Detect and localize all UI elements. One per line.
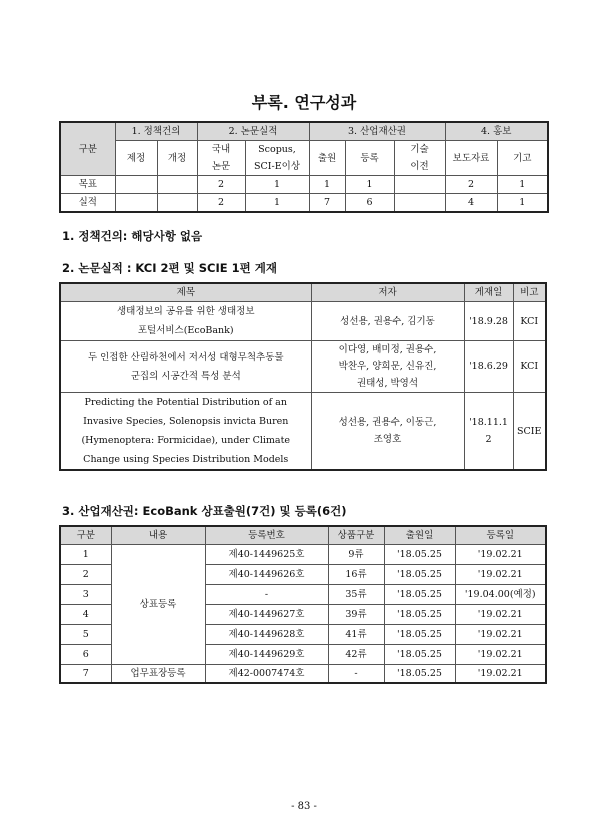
cell-value: '18.05.25	[384, 545, 455, 565]
page-number: - 83 -	[291, 801, 317, 812]
table-row	[60, 665, 546, 684]
subheader: 기고	[497, 141, 548, 176]
section-papers: 2. 논문실적 : KCI 2편 및 SCIE 1편 게재	[62, 261, 277, 275]
cell-line: 박찬우, 양희문, 신유진,	[338, 361, 437, 372]
cell-line: '18.6.29	[469, 361, 508, 372]
cell-t	[60, 341, 311, 393]
cell-value: '18.05.25	[384, 585, 455, 605]
cell-value: 39류	[328, 605, 384, 625]
cell-value: '18.05.25	[384, 625, 455, 645]
cell-value: '18.05.25	[384, 605, 455, 625]
cell-value	[115, 176, 157, 194]
cell-value	[157, 194, 197, 213]
trademark-table	[59, 525, 547, 684]
cell-d	[464, 302, 513, 341]
cell-value: '19.02.21	[455, 605, 546, 625]
cell-value: 제42-0007474호	[205, 665, 328, 684]
subheader: 제정	[115, 141, 157, 176]
cell-value: 9류	[328, 545, 384, 565]
column-header: 구분	[60, 526, 111, 545]
page-title: 부록. 연구성과	[251, 93, 357, 112]
cell-line: 이다영, 배미정, 권용수,	[338, 344, 437, 355]
header-pr: 4. 홍보	[445, 122, 548, 141]
cell-line: Change using Species Distribution Models	[83, 454, 289, 465]
cell-value: 1	[345, 176, 394, 194]
cell-line: 군집의 시공간적 특성 분석	[130, 370, 241, 382]
subheader: Scopus, SCI-E이상	[245, 141, 309, 176]
cell-value: '19.04.00(예정)	[455, 585, 546, 605]
cell-value: 4	[445, 194, 497, 213]
cell-index: KCI	[513, 302, 546, 341]
cell-value	[394, 194, 445, 213]
cell-line: 생태정보의 공유를 위한 생태정보	[116, 306, 255, 317]
cell-value: '19.02.21	[455, 625, 546, 645]
cell-no: 5	[60, 625, 111, 645]
table-row	[60, 176, 548, 194]
cell-value: 제40-1449629호	[205, 645, 328, 665]
cell-no: 4	[60, 605, 111, 625]
table-row	[60, 194, 548, 213]
cell-line: 조영호	[373, 434, 402, 445]
cell-value: 1	[497, 194, 548, 213]
subheader: 등록	[345, 141, 394, 176]
cell-value: '19.02.21	[455, 565, 546, 585]
cell-index: SCIE	[513, 393, 546, 471]
table-row	[60, 393, 546, 471]
subheader: 기술 이전	[394, 141, 445, 176]
cell-a	[311, 302, 464, 341]
cell-value: '18.05.25	[384, 565, 455, 585]
header-policy: 1. 정책건의	[115, 122, 197, 141]
cell-value: 1	[245, 194, 309, 213]
cell-value: 7	[60, 665, 111, 684]
cell-line: Invasive Species, Solenopsis invicta Buren	[83, 416, 289, 427]
cell-value: '18.05.25	[384, 645, 455, 665]
cell-no: 6	[60, 645, 111, 665]
cell-a	[311, 393, 464, 471]
cell-line: 성선용, 권용수, 이동근,	[338, 417, 437, 428]
header-gubun: 구분	[60, 122, 115, 176]
cell-value: 제40-1449626호	[205, 565, 328, 585]
column-header: 비고	[513, 283, 546, 302]
cell-value: 42류	[328, 645, 384, 665]
cell-line: 성선용, 권용수, 김기동	[340, 315, 435, 327]
cell-value: 6	[345, 194, 394, 213]
cell-value: '19.02.21	[455, 665, 546, 684]
row-label: 목표	[60, 176, 115, 194]
papers-table	[59, 282, 547, 471]
cell-no: 3	[60, 585, 111, 605]
column-header: 제목	[60, 283, 311, 302]
column-header: 게재일	[464, 283, 513, 302]
cell-d	[464, 393, 513, 471]
cell-value: 7	[309, 194, 345, 213]
cell-line: 권태성, 박영석	[356, 378, 419, 389]
cell-value: -	[328, 665, 384, 684]
cell-line: 2	[485, 434, 492, 445]
cell-value: '19.02.21	[455, 645, 546, 665]
cell-line: 두 인접한 산림하천에서 저서성 대형무척추동물	[87, 351, 284, 363]
section-policy: 1. 정책건의: 해당사항 없음	[62, 229, 203, 243]
cell-value: 제40-1449627호	[205, 605, 328, 625]
table-row	[60, 341, 546, 393]
cell-d	[464, 341, 513, 393]
cell-value	[157, 176, 197, 194]
cell-value: 16류	[328, 565, 384, 585]
cell-t	[60, 393, 311, 471]
summary-table	[59, 121, 549, 213]
cell-line: '18.11.1	[469, 417, 508, 428]
cell-value: '18.05.25	[384, 665, 455, 684]
cell-value: -	[205, 585, 328, 605]
cell-no: 2	[60, 565, 111, 585]
table-row	[60, 302, 546, 341]
cell-no: 1	[60, 545, 111, 565]
subheader: 출원	[309, 141, 345, 176]
header-papers: 2. 논문실적	[197, 122, 309, 141]
column-header: 저자	[311, 283, 464, 302]
section-ip: 3. 산업재산권: EcoBank 상표출원(7건) 및 등록(6건)	[62, 504, 347, 518]
row-label: 실적	[60, 194, 115, 213]
cell-value: 2	[197, 176, 245, 194]
column-header: 내용	[111, 526, 205, 545]
cell-value: 1	[245, 176, 309, 194]
cell-value: 1	[497, 176, 548, 194]
cell-t	[60, 302, 311, 341]
cell-value: 41류	[328, 625, 384, 645]
cell-content: 상표등록	[111, 545, 205, 665]
column-header: 상품구분	[328, 526, 384, 545]
cell-value: 1	[309, 176, 345, 194]
cell-value: 업무표장등록	[111, 665, 205, 684]
cell-value: 2	[445, 176, 497, 194]
cell-value: '19.02.21	[455, 545, 546, 565]
column-header: 등록번호	[205, 526, 328, 545]
cell-value: 제40-1449628호	[205, 625, 328, 645]
cell-value: 2	[197, 194, 245, 213]
cell-line: Predicting the Potential Distribution of an	[84, 397, 287, 408]
table-row	[60, 545, 546, 565]
header-ip: 3. 산업재산권	[309, 122, 445, 141]
subheader: 보도자료	[445, 141, 497, 176]
cell-line: (Hymenoptera: Formicidae), under Climate	[81, 435, 291, 446]
cell-value: 35류	[328, 585, 384, 605]
subheader: 개정	[157, 141, 197, 176]
cell-index: KCI	[513, 341, 546, 393]
cell-a	[311, 341, 464, 393]
cell-value	[394, 176, 445, 194]
cell-line: '18.9.28	[469, 315, 508, 327]
column-header: 등록일	[455, 526, 546, 545]
cell-value: 제40-1449625호	[205, 545, 328, 565]
subheader: 국내 논문	[197, 141, 245, 176]
cell-value	[115, 194, 157, 213]
cell-line: 포털서비스(EcoBank)	[137, 325, 234, 336]
column-header: 출원일	[384, 526, 455, 545]
